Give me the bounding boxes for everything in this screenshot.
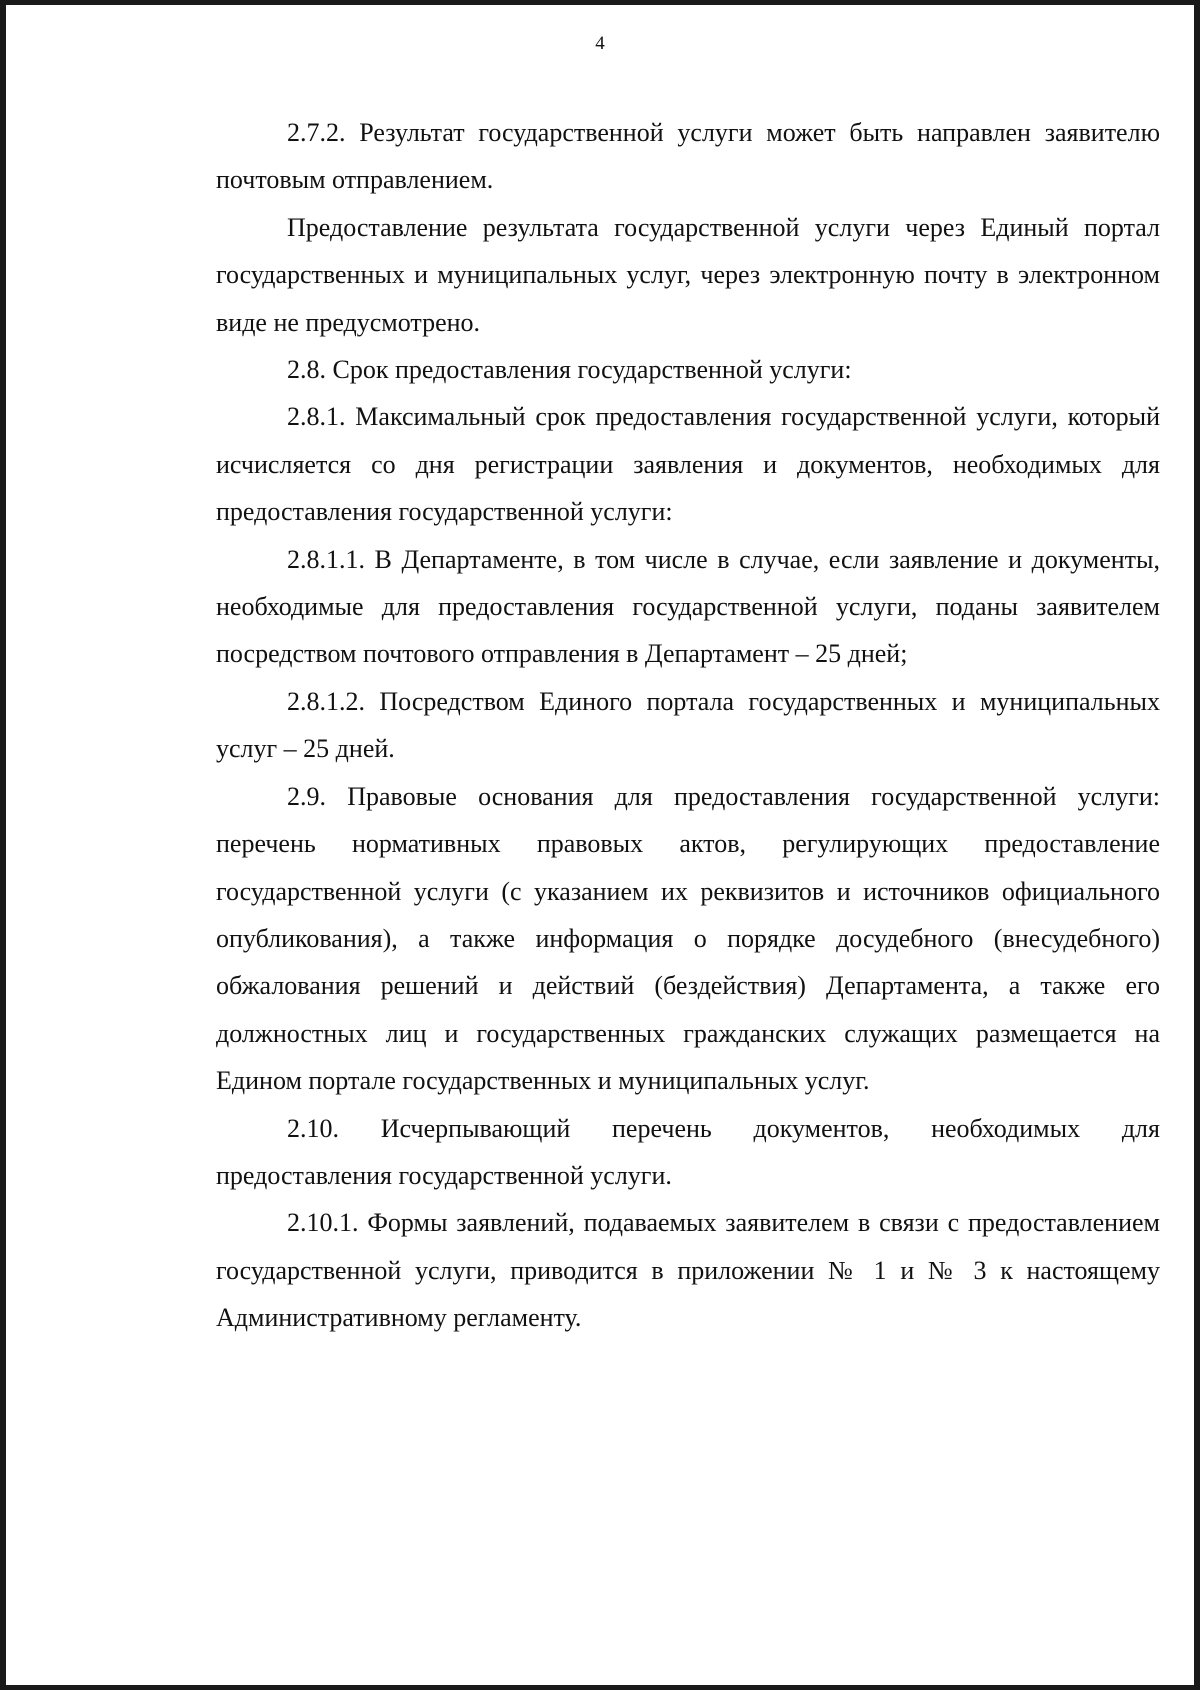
paragraph-result-provision: Предоставление результата государственной услуги через Единый портал государственных и муниципальных услуг, через электронную почту в электронном виде не предусмотрено. xyxy=(216,212,1160,337)
document-body xyxy=(216,109,1160,1342)
paragraph-2-9: 2.9. Правовые основания для предоставления государственной услуги: перечень нормативных правовых актов, регулирующих предоставление государственной услуги (с указанием их реквизитов и источников официального опубликования), а также информация о порядке досудебного (внесудебного) обжалования решений и действий (бездействия) Департамента, а также его должностных лиц и государственных гражданских служащих размещается на Едином портале государственных и муниципальных услуг. xyxy=(216,781,1160,1096)
paragraph-2-10-1: 2.10.1. Формы заявлений, подаваемых заявителем в связи с предоставлением государственной услуги, приводится в приложении № 1 и № 3 к настоящему Административному регламенту. xyxy=(216,1208,1160,1333)
document-page xyxy=(6,5,1194,1685)
paragraph-2-10: 2.10. Исчерпывающий перечень документов, необходимых для предоставления государственной услуги. xyxy=(216,1113,1160,1190)
paragraph-2-8-1-1: 2.8.1.1. В Департаменте, в том числе в случае, если заявление и документы, необходимые для предоставления государственной услуги, поданы заявителем посредством почтового отправления в Департамент – 25 дней; xyxy=(216,544,1160,669)
paragraph-2-7-2: 2.7.2. Результат государственной услуги может быть направлен заявителю почтовым отправлением. xyxy=(216,118,1160,195)
paragraph-2-8-1: 2.8.1. Максимальный срок предоставления государственной услуги, который исчисляется со дня регистрации заявления и документов, необходимых для предоставления государственной услуги: xyxy=(216,402,1160,527)
page-number: 4 xyxy=(595,33,605,54)
paragraph-2-8: 2.8. Срок предоставления государственной услуги: xyxy=(287,355,852,385)
paragraph-2-8-1-2: 2.8.1.2. Посредством Единого портала государственных и муниципальных услуг – 25 дней. xyxy=(216,686,1160,764)
